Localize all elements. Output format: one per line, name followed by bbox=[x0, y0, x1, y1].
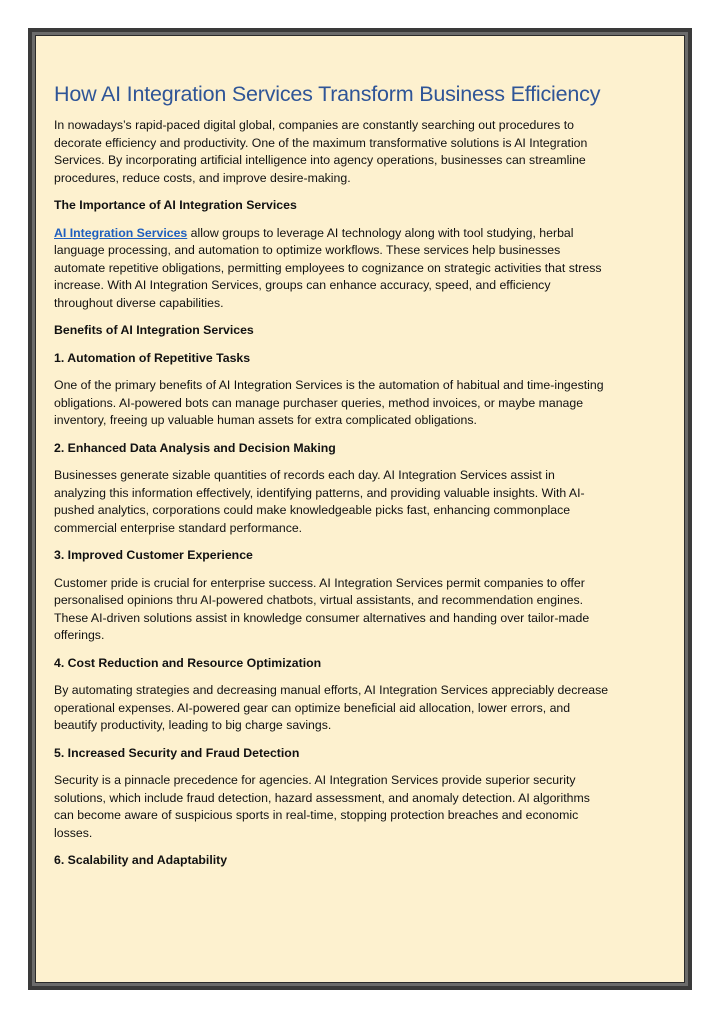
importance-paragraph bbox=[54, 225, 609, 313]
benefit-paragraph: Businesses generate sizable quantities of records each day. AI Integration Services assist in analyzing this information effectively, identifying patterns, and providing valuable insights. With AI-pushed analytics, corporations could make knowledgeable picks fast, enhancing commonplace commercial enterprise standard performance. bbox=[54, 468, 585, 535]
benefit-paragraph: By automating strategies and decreasing manual efforts, AI Integration Services appreciably decrease operational expenses. AI-powered gear can optimize beneficial aid allocation, lower errors, and beautify productivity, leading to big charge savings. bbox=[54, 683, 609, 733]
benefit-paragraph: Security is a pinnacle precedence for agencies. AI Integration Services provide superior security solutions, which include fraud detection, hazard assessment, and anomaly detection. AI algorithms can become aware of suspicious sports in real-time, stopping protection breaches and economic losses. bbox=[54, 773, 590, 840]
benefit-paragraph: Customer pride is crucial for enterprise success. AI Integration Services permit companies to offer personalised opinions thru AI-powered chatbots, virtual assistants, and recommendation engines. These AI-driven solutions assist in knowledge consumer alternatives and handing over tailor-made offerings. bbox=[54, 575, 590, 643]
benefit-heading: 2. Enhanced Data Analysis and Decision Making bbox=[54, 440, 336, 455]
benefit-heading: 3. Improved Customer Experience bbox=[54, 548, 253, 563]
benefit-heading-scalability: 6. Scalability and Adaptability bbox=[54, 853, 228, 868]
document-title: How AI Integration Services Transform Business Efficiency bbox=[54, 82, 601, 106]
section-heading-importance: The Importance of AI Integration Services bbox=[54, 198, 297, 213]
benefit-heading: 5. Increased Security and Fraud Detection bbox=[54, 745, 300, 760]
intro-paragraph: In nowadays’s rapid-paced digital global, companies are constantly searching out procedures to decorate efficiency and productivity. One of the maximum transformative solutions is AI Integration Services. By incorporating artificial intelligence into agency operations, businesses can streamline procedures, reduce costs, and improve desire-making. bbox=[54, 118, 588, 185]
importance-paragraph-text: allow groups to leverage AI technology along with tool studying, herbal language processing, and automation to optimize workflows. These services help businesses automate repetitive obligations, permitting employees to cognizance on strategic activities that stress increase. With AI Integration Services, groups can enhance accuracy, speed, and efficiency throughout diverse capabilities. bbox=[54, 225, 602, 310]
benefit-heading: 1. Automation of Repetitive Tasks bbox=[54, 350, 251, 365]
benefit-paragraph: One of the primary benefits of AI Integration Services is the automation of habitual and time-ingesting obligations. AI-powered bots can manage purchaser queries, method invoices, or maybe manage inventory, freeing up valuable human assets for extra complicated obligations. bbox=[54, 378, 604, 428]
document-body bbox=[54, 78, 609, 880]
benefit-heading: 4. Cost Reduction and Resource Optimization bbox=[54, 655, 322, 670]
ai-integration-services-link[interactable]: AI Integration Services bbox=[54, 225, 188, 240]
section-heading-benefits: Benefits of AI Integration Services bbox=[54, 323, 254, 338]
